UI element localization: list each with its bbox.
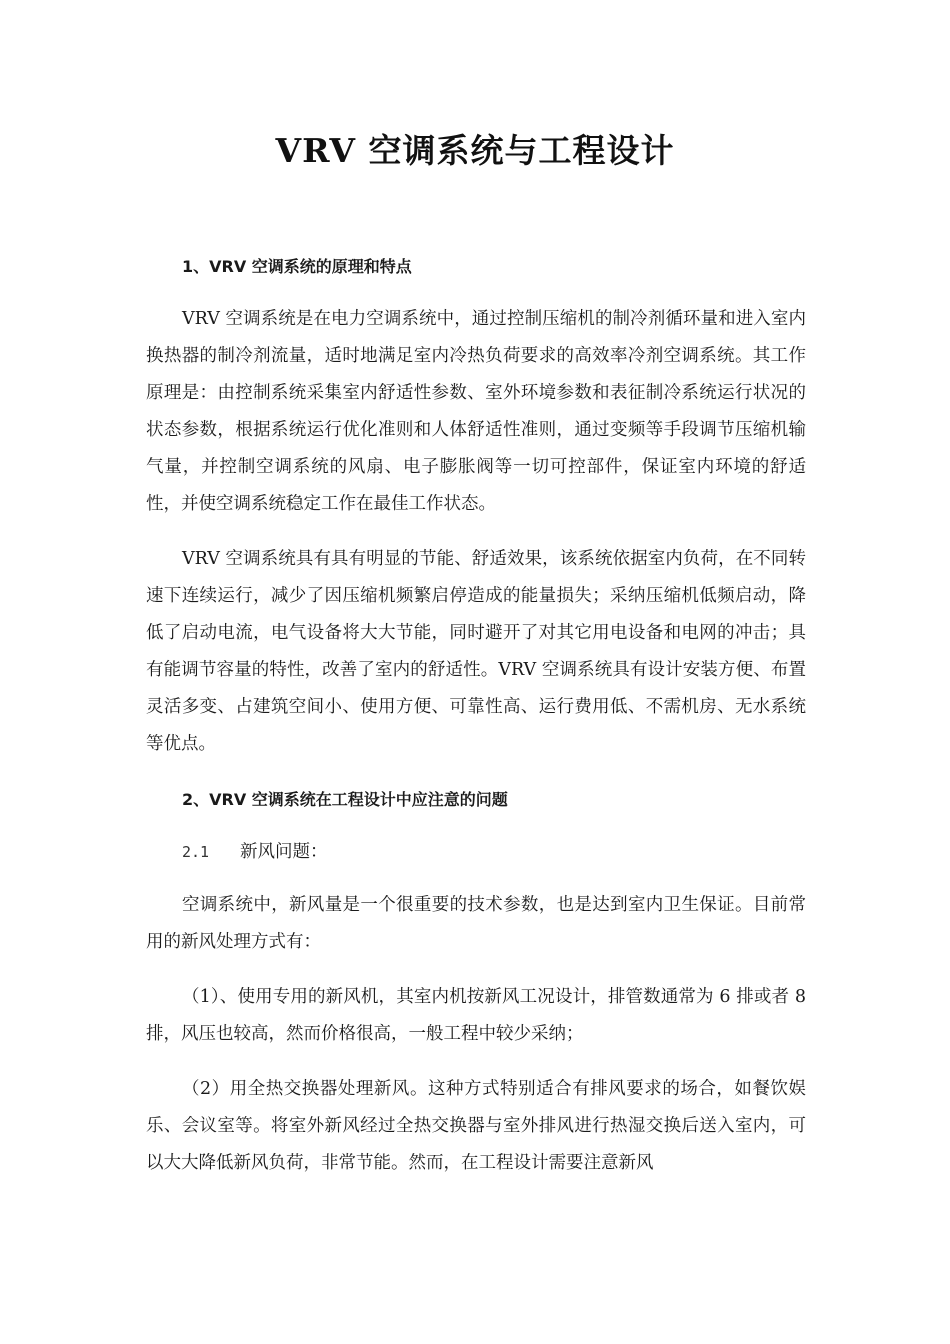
section-2-paragraph-1: 空调系统中，新风量是一个很重要的技术参数，也是达到室内卫生保证。目前常用的新风处理方式有： [146, 895, 806, 952]
document-body [146, 248, 806, 1182]
document-title: VRV 空调系统与工程设计 [275, 131, 675, 170]
section-1-paragraph-1: VRV 空调系统是在电力空调系统中，通过控制压缩机的制冷剂循环量和进入室内换热器的制冷剂流量，适时地满足室内冷热负荷要求的高效率冷剂空调系统。其工作原理是：由控制系统采集室内舒适性参数、室外环境参数和表征制冷系统运行状况的状态参数，根据系统运行优化准则和人体舒适性准则，通过变频等手段调节压缩机输气量，并控制空调系统的风扇、电子膨胀阀等一切可控部件，保证室内环境的舒适性，并使空调系统稳定工作在最佳工作状态。 [146, 309, 806, 514]
section-2-paragraph-3: （2）用全热交换器处理新风。这种方式特别适合有排风要求的场合，如餐饮娱乐、会议室等。将室外新风经过全热交换器与室外排风进行热湿交换后送入室内，可以大大降低新风负荷，非常节能。然而，在工程设计需要注意新风 [146, 1079, 806, 1173]
subsection-title: 新风问题： [240, 842, 328, 862]
section-2-heading: 2、VRV 空调系统在工程设计中应注意的问题 [182, 790, 508, 809]
subsection-number: 2.1 [182, 843, 210, 861]
section-1-heading: 1、VRV 空调系统的原理和特点 [182, 257, 412, 276]
section-1-paragraph-2: VRV 空调系统具有具有明显的节能、舒适效果，该系统依据室内负荷，在不同转速下连续运行，减少了因压缩机频繁启停造成的能量损失；采纳压缩机低频启动，降低了启动电流，电气设备将大大节能，同时避开了对其它用电设备和电网的冲击；具有能调节容量的特性，改善了室内的舒适性。VRV 空调系统具有设计安装方便、布置灵活多变、占建筑空间小、使用方便、可靠性高、运行费用低、不需机房、无水系统等优点。 [146, 549, 806, 754]
subsection-2-1-heading [146, 834, 806, 871]
section-2-paragraph-2: （1）、使用专用的新风机，其室内机按新风工况设计，排管数通常为 6 排或者 8 排，风压也较高，然而价格很高，一般工程中较少采纳； [146, 987, 806, 1044]
